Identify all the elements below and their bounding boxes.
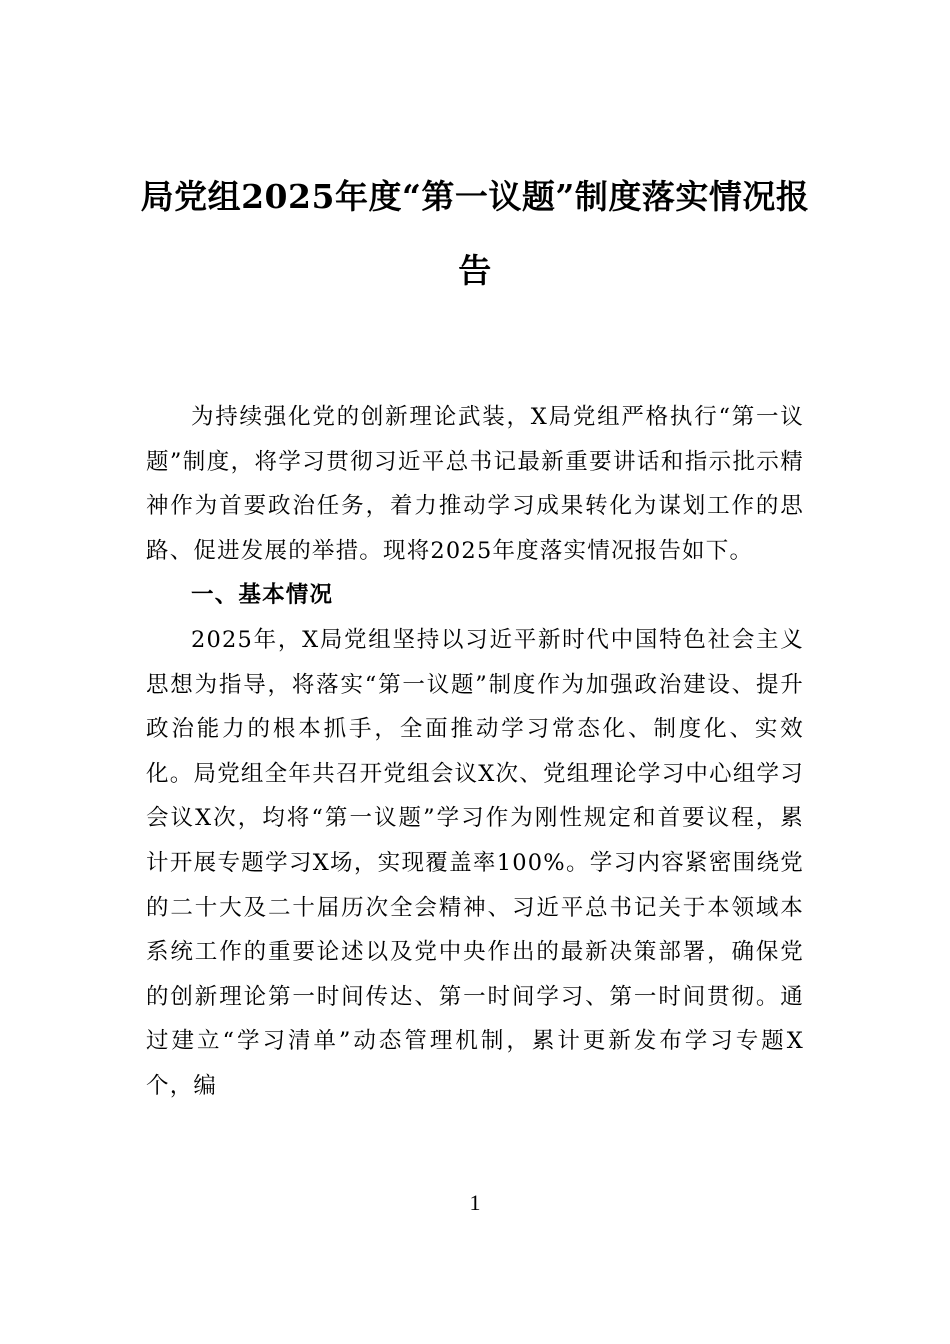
document-body — [146, 395, 804, 1109]
document-title: 局党组2025年度“第一议题”制度落实情况报告 — [140, 177, 810, 290]
section-1-paragraph: 2025年，X局党组坚持以习近平新时代中国特色社会主义思想为指导，将落实“第一议题”制度作为加强政治建设、提升政治能力的根本抓手，全面推动学习常态化、制度化、实效化。局党组全年共召开党组会议X次、党组理论学习中心组学习会议X次，均将“第一议题”学习作为刚性规定和首要议程，累计开展专题学习X场，实现覆盖率100%。学习内容紧密围绕党的二十大及二十届历次全会精神、习近平总书记关于本领域本系统工作的重要论述以及党中央作出的最新决策部署，确保党的创新理论第一时间传达、第一时间学习、第一时间贯彻。通过建立“学习清单”动态管理机制，累计更新发布学习专题X个，编 — [146, 626, 804, 1099]
intro-paragraph: 为持续强化党的创新理论武装，X局党组严格执行“第一议题”制度，将学习贯彻习近平总书记最新重要讲话和指示批示精神作为首要政治任务，着力推动学习成果转化为谋划工作的思路、促进发展的举措。现将2025年度落实情况报告如下。 — [146, 404, 804, 564]
section-heading-basic-situation: 一、基本情况 — [191, 582, 334, 609]
page-number: 1 — [469, 1190, 481, 1215]
